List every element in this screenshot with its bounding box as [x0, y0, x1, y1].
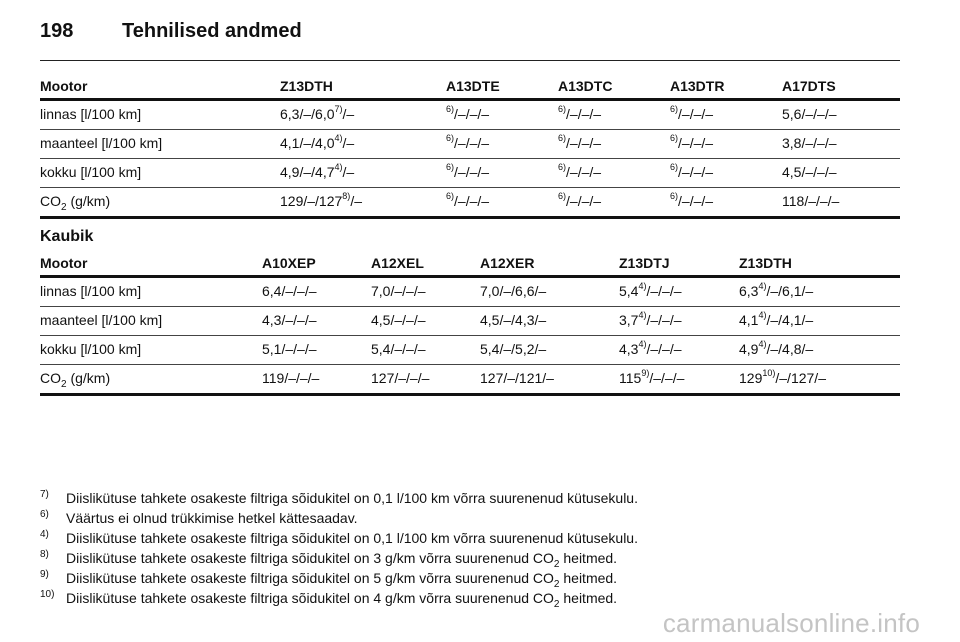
footnote-ref: 4): [758, 281, 767, 292]
row-label: [40, 159, 280, 188]
cell-value-suffix: /–/–/–: [646, 312, 682, 328]
table-cell: [670, 159, 782, 188]
footnote-ref: 6): [670, 162, 679, 173]
footnote-text: [66, 488, 900, 508]
table-cell: [446, 100, 558, 130]
table-cell: [371, 365, 480, 395]
footnote-text-tail: heitmed.: [559, 550, 618, 566]
footnote-ref: 6): [670, 191, 679, 202]
table-row: [40, 100, 900, 130]
table-cell: [262, 336, 371, 365]
footnote: [40, 588, 900, 608]
cell-value: 4,3/–/–/–: [262, 312, 317, 328]
table-cell: [558, 159, 670, 188]
footnote-text-main: Diislikütuse tahkete osakeste filtriga sõidukitel on 5 g/km võrra suurenenud CO: [66, 570, 554, 586]
cell-value-suffix: /–/–/–: [454, 106, 490, 122]
row-label: [40, 188, 280, 218]
footnote: [40, 548, 900, 568]
column-header: Z13DTJ: [619, 251, 739, 277]
cell-value-suffix: /–: [342, 135, 355, 151]
column-header: A13DTC: [558, 74, 670, 100]
cell-value: 4,3: [619, 341, 639, 357]
footnote-ref: 6): [558, 191, 567, 202]
cell-value-suffix: /–/4,8/–: [766, 341, 814, 357]
watermark: carmanualsonline.info: [662, 608, 920, 638]
table-cell: [619, 307, 739, 336]
table-cell: [739, 336, 900, 365]
column-header: A12XEL: [371, 251, 480, 277]
footnote-ref: 6): [670, 104, 679, 115]
footnote-mark: 7): [40, 489, 49, 500]
cell-value: 6,3: [739, 283, 759, 299]
cell-value: 127/–/121/–: [480, 370, 554, 386]
row-label-unit: (g/km): [66, 193, 111, 209]
subscript: 2: [553, 578, 560, 590]
cell-value-suffix: /–/127/–: [775, 370, 826, 386]
cell-value-suffix: /–/–/–: [678, 193, 714, 209]
table-cell: [446, 130, 558, 159]
cell-value-suffix: /–/–/–: [646, 341, 682, 357]
cell-value: 7,0/–/–/–: [371, 283, 426, 299]
cell-value: 4,9/–/4,7: [280, 164, 335, 180]
cell-value: 6,3/–/6,0: [280, 106, 335, 122]
table-cell: [262, 307, 371, 336]
footnote-text-main: Väärtus ei olnud trükkimise hetkel kättesaadav.: [66, 510, 358, 526]
footnote-text-tail: heitmed.: [559, 570, 618, 586]
table-cell: [480, 307, 619, 336]
table-row: [40, 307, 900, 336]
footnote-ref: 6): [558, 104, 567, 115]
row-label: [40, 307, 262, 336]
row-label-text: maanteel [l/100 km]: [40, 312, 163, 328]
table-cell: [670, 130, 782, 159]
table-cell: [371, 336, 480, 365]
cell-value: 119/–/–/–: [262, 370, 320, 386]
footnote-text: [66, 528, 900, 548]
cell-value-suffix: /–/–/–: [454, 164, 490, 180]
cell-value: 4,5/–/4,3/–: [480, 312, 547, 328]
row-label: [40, 365, 262, 395]
footnote-ref: 4): [638, 339, 647, 350]
cell-value: 118/–/–/–: [782, 193, 840, 209]
footnote: [40, 488, 900, 508]
table-cell: [739, 277, 900, 307]
footnote-ref: 6): [446, 162, 455, 173]
cell-value: 3,8/–/–/–: [782, 135, 837, 151]
table-cell: [782, 188, 900, 218]
cell-value: 4,1: [739, 312, 759, 328]
footnote-ref: 6): [670, 133, 679, 144]
column-header: A12XER: [480, 251, 619, 277]
cell-value-suffix: /–: [342, 106, 355, 122]
footnote-mark: 9): [40, 569, 49, 580]
cell-value: 4,1/–/4,0: [280, 135, 335, 151]
table-cell: [782, 100, 900, 130]
table-cell: [371, 277, 480, 307]
row-label-text: maanteel [l/100 km]: [40, 135, 163, 151]
table-cell: [619, 277, 739, 307]
footnote: [40, 568, 900, 588]
page-title: Tehnilised andmed: [122, 20, 302, 42]
cell-value-suffix: /–/–/–: [678, 106, 714, 122]
table-cell: [739, 365, 900, 395]
cell-value: 129/–/127: [280, 193, 343, 209]
column-header: Z13DTH: [280, 74, 446, 100]
cell-value-suffix: /–/4,1/–: [766, 312, 814, 328]
footnote-mark: 4): [40, 529, 49, 540]
cell-value: 5,6/–/–/–: [782, 106, 837, 122]
footnote-mark: 10): [40, 589, 55, 600]
row-label-unit: (g/km): [66, 370, 111, 386]
table-cell: [782, 159, 900, 188]
column-header: A10XEP: [262, 251, 371, 277]
column-header: A17DTS: [782, 74, 900, 100]
footnote-ref: 9): [641, 368, 650, 379]
footnote-text-main: Diislikütuse tahkete osakeste filtriga sõidukitel on 3 g/km võrra suurenenud CO: [66, 550, 554, 566]
row-label-text: CO: [40, 193, 61, 209]
footnote: [40, 528, 900, 548]
table-cell: [446, 188, 558, 218]
footnote-ref: 10): [762, 368, 776, 379]
cell-value: 5,4/–/–/–: [371, 341, 426, 357]
header-rule: [40, 60, 900, 61]
cell-value-suffix: /–/–/–: [566, 193, 602, 209]
cell-value: 5,4/–/5,2/–: [480, 341, 547, 357]
cell-value-suffix: /–/–/–: [566, 164, 602, 180]
table-cell: [280, 159, 446, 188]
section-title-kaubik: Kaubik: [40, 228, 94, 245]
column-header: Z13DTH: [739, 251, 900, 277]
footnote-ref: 6): [558, 133, 567, 144]
cell-value-suffix: /–: [342, 164, 355, 180]
page-header: [40, 20, 302, 43]
cell-value-suffix: /–/–/–: [646, 283, 682, 299]
page-number: 198: [40, 20, 74, 42]
column-header-engine: Mootor: [40, 251, 262, 277]
cell-value: 5,1/–/–/–: [262, 341, 317, 357]
table-cell: [262, 277, 371, 307]
table-cell: [371, 307, 480, 336]
cell-value-suffix: /–/–/–: [566, 135, 602, 151]
cell-value-suffix: /–/–/–: [454, 193, 490, 209]
table-cell: [480, 365, 619, 395]
footnote-ref: 6): [446, 191, 455, 202]
table-row: [40, 277, 900, 307]
footnote-text: [66, 508, 900, 528]
row-label-text: linnas [l/100 km]: [40, 283, 142, 299]
cell-value-suffix: /–/–/–: [566, 106, 602, 122]
cell-value: 129: [739, 370, 763, 386]
cell-value: 4,9: [739, 341, 759, 357]
row-label-text: kokku [l/100 km]: [40, 341, 142, 357]
footnote-mark: 8): [40, 549, 49, 560]
table-cell: [782, 130, 900, 159]
footnotes: [40, 488, 900, 608]
table-cell: [670, 100, 782, 130]
footnote-ref: 4): [638, 281, 647, 292]
cell-value: 3,7: [619, 312, 639, 328]
cell-value: 7,0/–/6,6/–: [480, 283, 547, 299]
footnote-ref: 4): [334, 133, 343, 144]
cell-value-suffix: /–: [350, 193, 362, 209]
footnote: [40, 508, 900, 528]
row-label-text: linnas [l/100 km]: [40, 106, 142, 122]
row-label: [40, 336, 262, 365]
footnote-ref: 4): [638, 310, 647, 321]
footnote-text-main: Diislikütuse tahkete osakeste filtriga sõidukitel on 0,1 l/100 km võrra suurenenud kütusekulu.: [66, 530, 638, 546]
footnote-text: [66, 568, 900, 588]
table-cell: [670, 188, 782, 218]
subscript: 2: [61, 378, 67, 390]
table-row: [40, 188, 900, 218]
footnote-ref: 7): [334, 104, 343, 115]
cell-value-suffix: /–/–/–: [649, 370, 685, 386]
table-row: [40, 336, 900, 365]
table-row: [40, 365, 900, 395]
footnote-text-main: Diislikütuse tahkete osakeste filtriga sõidukitel on 0,1 l/100 km võrra suurenenud kütusekulu.: [66, 490, 638, 506]
table-cell: [739, 307, 900, 336]
column-header: A13DTE: [446, 74, 558, 100]
footnote-ref: 4): [758, 339, 767, 350]
row-label: [40, 130, 280, 159]
table-cell: [262, 365, 371, 395]
table-van: [40, 251, 900, 396]
table-cell: [480, 277, 619, 307]
table-cell: [480, 336, 619, 365]
table-cell: [558, 130, 670, 159]
footnote-mark: 6): [40, 509, 49, 520]
cell-value: 5,4: [619, 283, 639, 299]
header-row: [40, 251, 900, 277]
subscript: 2: [61, 201, 67, 213]
cell-value: 4,5/–/–/–: [782, 164, 837, 180]
footnote-ref: 4): [334, 162, 343, 173]
footnote-text-main: Diislikütuse tahkete osakeste filtriga sõidukitel on 4 g/km võrra suurenenud CO: [66, 590, 554, 606]
table-row: [40, 130, 900, 159]
footnote-ref: 6): [558, 162, 567, 173]
cell-value-suffix: /–/–/–: [678, 164, 714, 180]
table-cell: [280, 100, 446, 130]
footnote-ref: 6): [446, 133, 455, 144]
footnote-ref: 4): [758, 310, 767, 321]
table-cell: [619, 336, 739, 365]
footnote-text: [66, 548, 900, 568]
subscript: 2: [553, 598, 560, 610]
footnote-ref: 8): [342, 191, 351, 202]
footnote-text: [66, 588, 900, 608]
row-label: [40, 277, 262, 307]
cell-value: 4,5/–/–/–: [371, 312, 426, 328]
table-cell: [558, 188, 670, 218]
footnote-ref: 6): [446, 104, 455, 115]
column-header: A13DTR: [670, 74, 782, 100]
row-label-text: kokku [l/100 km]: [40, 164, 142, 180]
cell-value-suffix: /–/–/–: [678, 135, 714, 151]
row-label: [40, 100, 280, 130]
cell-value-suffix: /–/–/–: [454, 135, 490, 151]
subscript: 2: [553, 558, 560, 570]
cell-value: 115: [619, 370, 642, 386]
table-cell: [558, 100, 670, 130]
table-cell: [280, 188, 446, 218]
table-cell: [280, 130, 446, 159]
table-row: [40, 159, 900, 188]
column-header-engine: Mootor: [40, 74, 280, 100]
cell-value: 6,4/–/–/–: [262, 283, 317, 299]
table-passenger: [40, 74, 900, 219]
cell-value-suffix: /–/6,1/–: [766, 283, 814, 299]
table-cell: [619, 365, 739, 395]
row-label-text: CO: [40, 370, 61, 386]
cell-value: 127/–/–/–: [371, 370, 430, 386]
header-row: [40, 74, 900, 100]
footnote-text-tail: heitmed.: [559, 590, 618, 606]
table-cell: [446, 159, 558, 188]
